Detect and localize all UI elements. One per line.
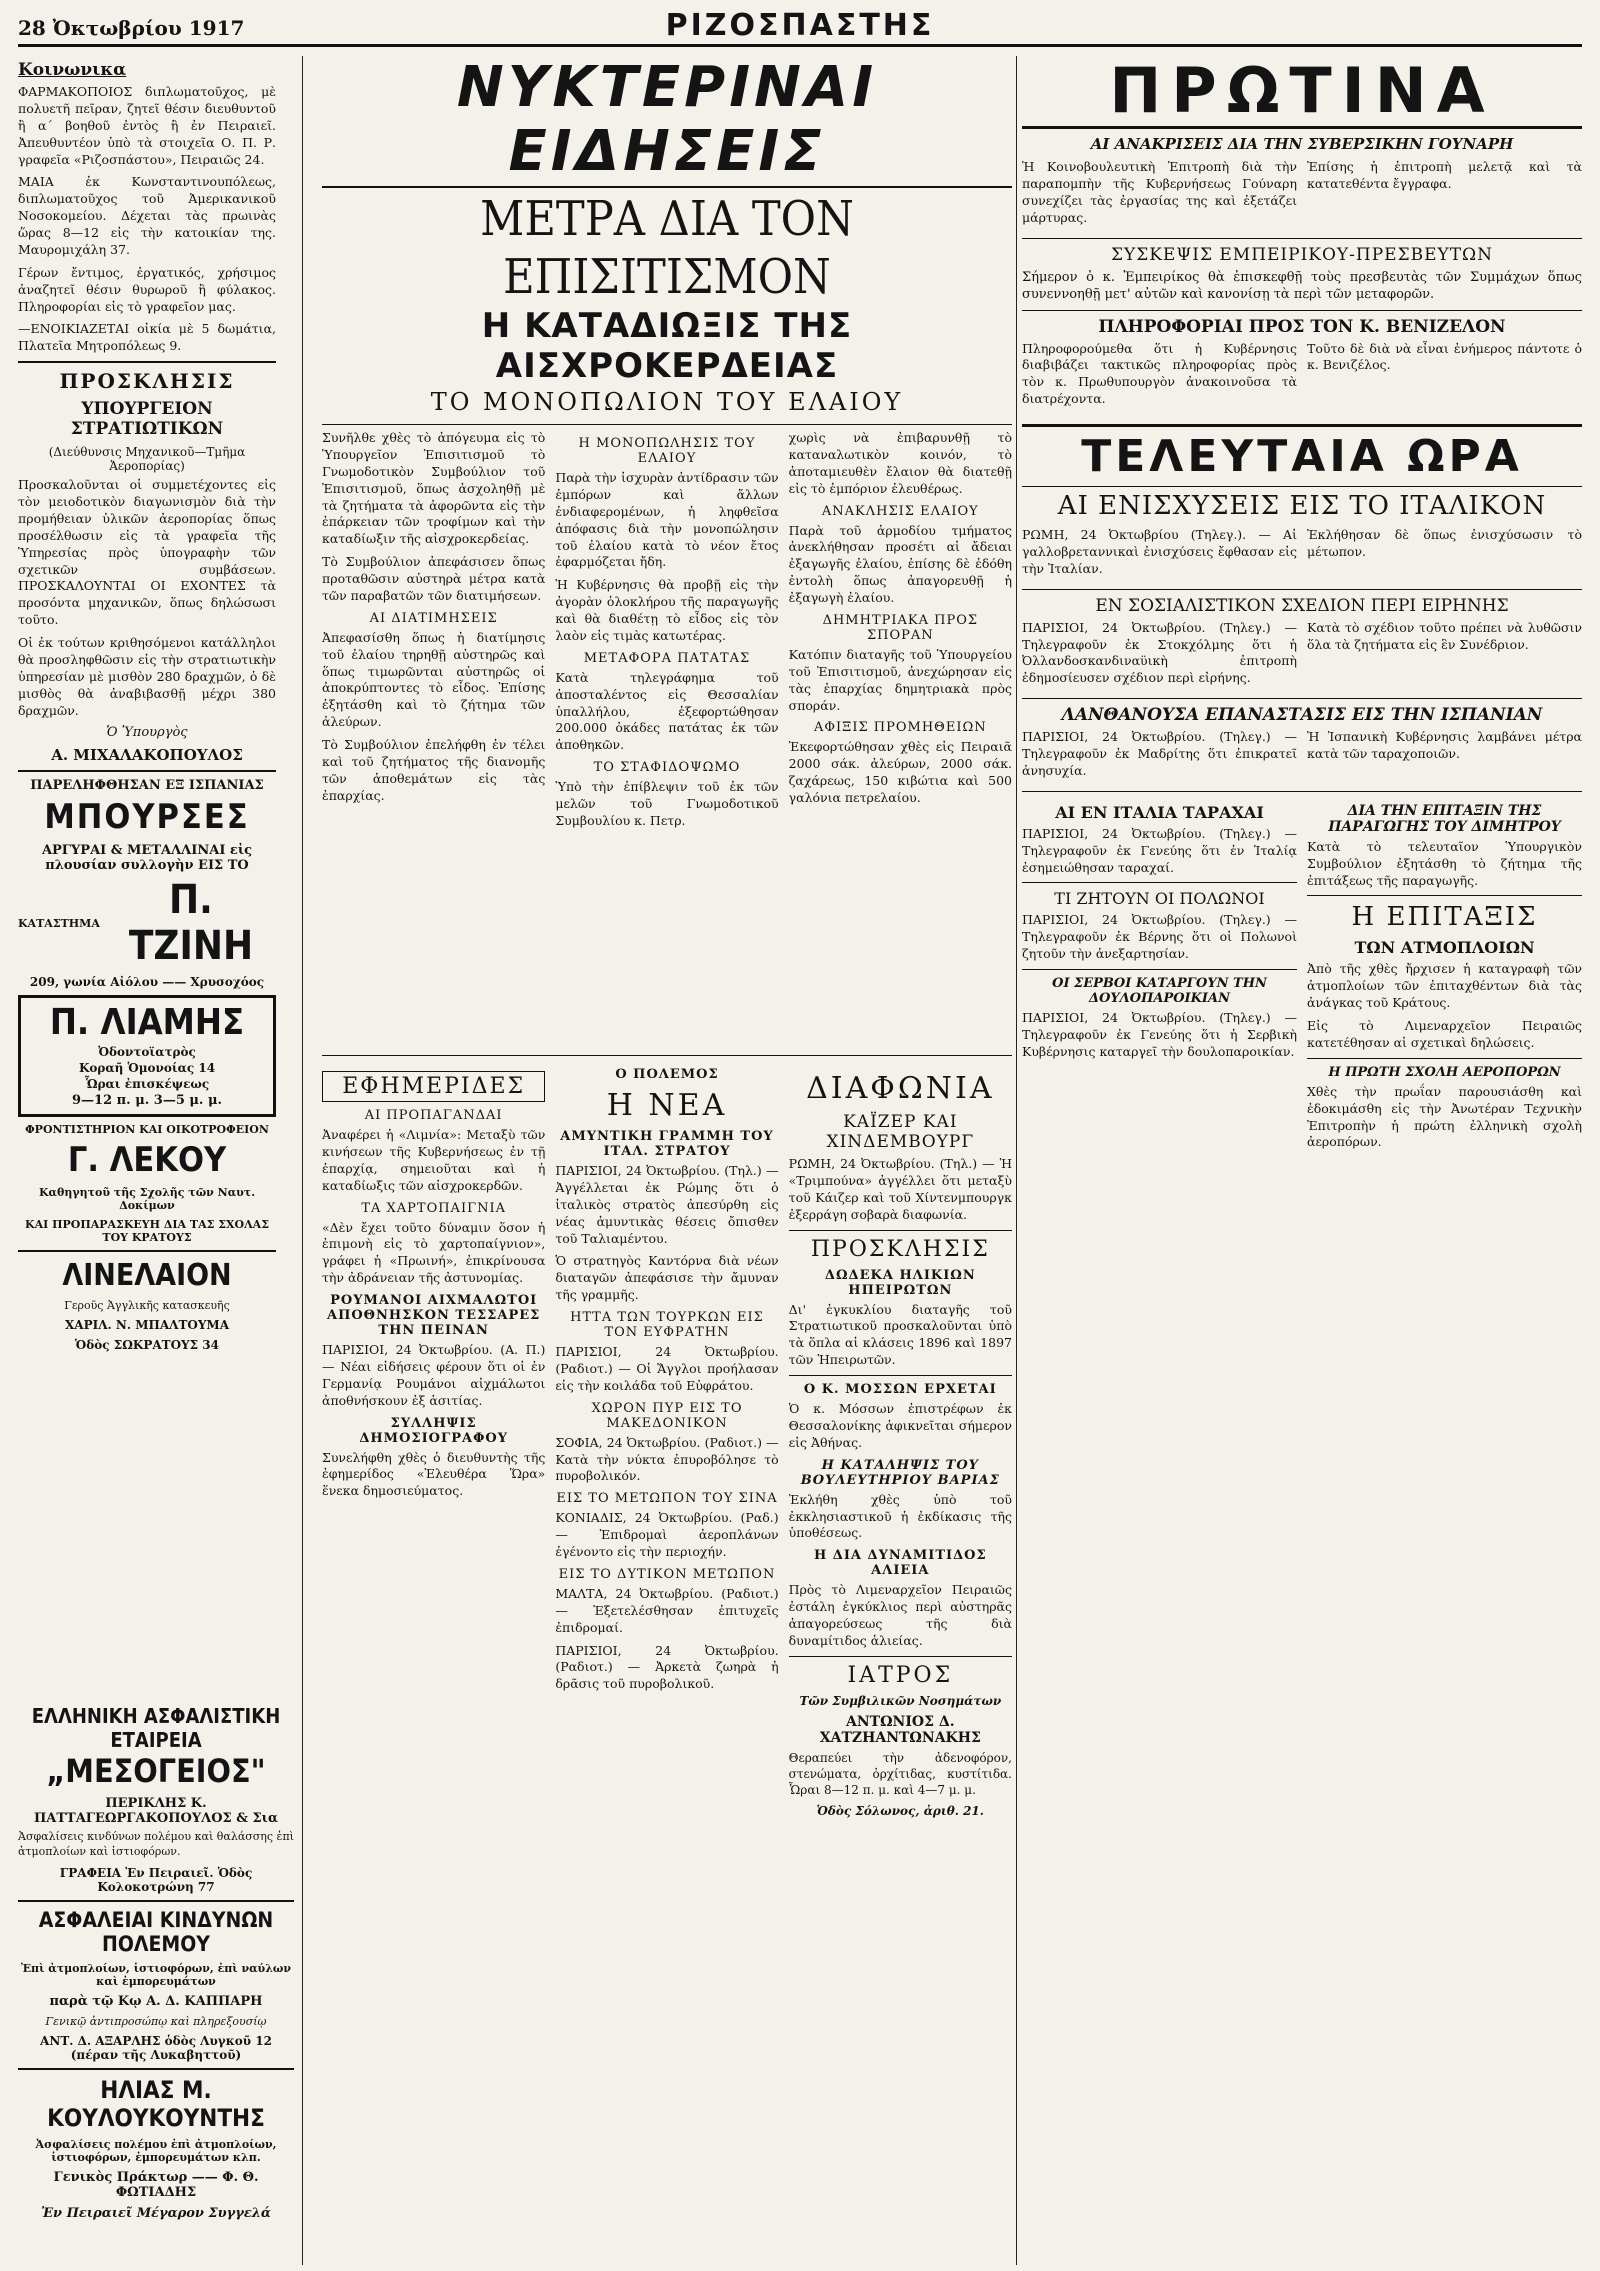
article-subheading: ΔΗΜΗΤΡΙΑΚΑ ΠΡΟΣ ΣΠΟΡΑΝ bbox=[822, 612, 979, 643]
section-heading: ΔΙΑΦΩΝΙΑ bbox=[806, 1071, 995, 1106]
right-column bbox=[1022, 56, 1582, 2265]
article-text: Ἀναφέρει ἡ «Λιμνία»: Μεταξὺ τῶν κινήσεων τῆς Κυβερνήσεως ἐν τῇ ἐπαρχίᾳ, σημειοῦται καὶ ἡ καταδίωξις τῶν αἰσχροκερδῶν. bbox=[322, 1127, 546, 1193]
ad-line: ΕΛΛΗΝΙΚΗ ΑΣΦΑΛΙΣΤΙΚΗ ΕΤΑΙΡΕΙΑ bbox=[31, 1704, 281, 1752]
article-subheading: Η ΜΟΝΟΠΩΛΗΣΙΣ ΤΟΥ ΕΛΑΙΟΥ bbox=[578, 436, 756, 466]
ad-headline: Π. ΛΙΑΜΗΣ bbox=[49, 1002, 245, 1044]
article-text: Ἡ Κυβέρνησις θὰ προβῇ εἰς τὴν ἀγορὰν ὁλοκλήρου τῆς παραγωγῆς καὶ θὰ διαθέτῃ τὸ εἶδος εἰς τὸν λαὸν εἰς τιμὰς κατωτέρας. bbox=[555, 577, 779, 643]
article-subheading: Η ΔΙΑ ΔΥΝΑΜΙΤΙΔΟΣ ΑΛΙΕΙΑ bbox=[813, 1548, 987, 1579]
section-masthead: ΠΡΩΤΙΝΑ bbox=[1022, 56, 1582, 129]
page-header bbox=[18, 8, 1582, 47]
ad-line: Κοραῆ Ὁμονοίας 14 bbox=[78, 1061, 216, 1076]
ad-line: Ἐπὶ ἀτμοπλοίων, ἱστιοφόρων, ἐπὶ ναύλων καὶ ἐμπορευμάτων bbox=[20, 1961, 292, 1988]
ad-headline: „ΜΕΣΟΓΕΙΟΣ" bbox=[46, 1752, 266, 1790]
article-headline: ΑΙ ΑΝΑΚΡΙΣΕΙΣ ΔΙΑ ΤΗΝ ΣΥΒΕΡΣΙΚΗΝ ΓΟΥΝΑΡΗ bbox=[1090, 135, 1514, 153]
article-text: ΠΑΡΙΣΙΟΙ, 24 Ὀκτωβρίου. (Τηλεγ.) — Τηλεγραφοῦν ἐκ Μαδρίτης ὅτι ἐπικρατεῖ ἀνησυχία. bbox=[1022, 729, 1297, 778]
article-headline: ΠΛΗΡΟΦΟΡΙΑΙ ΠΡΟΣ ΤΟΝ Κ. ΒΕΝΙΖΕΛΟΝ bbox=[1098, 316, 1506, 337]
article-text: ΠΑΡΙΣΙΟΙ, 24 Ὀκτωβρίου. (Α. Π.) — Νέαι εἰδήσεις φέρουν ὅτι οἱ ἐν Γερμανίᾳ Ρουμάνοι αἰχμάλωτοι ἀποθνήσκουν ἐξ ἀσιτίας. bbox=[322, 1342, 546, 1408]
ad-line: ΑΝΤ. Δ. ΑΞΑΡΛΗΣ ὁδὸς Λυγκοῦ 12 (πέραν τῆς Λυκαβηττοῦ) bbox=[40, 2033, 272, 2062]
article-text: ΣΟΦΙΑ, 24 Ὀκτωβρίου. (Ραδιοτ.) — Κατὰ τὴν νύκτα ἐπυροβόλησε τὸ πυροβολικόν. bbox=[555, 1434, 779, 1484]
article-headline: ΕΝ ΣΟΣΙΑΛΙΣΤΙΚΟΝ ΣΧΕΔΙΟΝ ΠΕΡΙ ΕΙΡΗΝΗΣ bbox=[1095, 595, 1509, 616]
article-subheading: ΔΩΔΕΚΑ ΗΛΙΚΙΩΝ ΗΠΕΙΡΩΤΩΝ bbox=[824, 1267, 976, 1298]
ad-line: Ὁδὸς ΣΩΚΡΑΤΟΥΣ 34 bbox=[75, 1338, 219, 1353]
article-text: ΠΑΡΙΣΙΟΙ, 24 Ὀκτωβρίου. (Τηλεγ.) — Τηλεγραφοῦν ἐκ Βέρνης ὅτι οἱ Πολωνοὶ ζητοῦν τὴν ἀνεξαρτησίαν. bbox=[1022, 912, 1297, 962]
article-text: Δι' ἐγκυκλίου διαταγῆς τοῦ Στρατιωτικοῦ προσκαλοῦνται ὑπὸ τὰ ὅπλα αἱ κλάσεις 1896 καὶ 1897 τῶν Ἠπειρωτῶν. bbox=[788, 1301, 1012, 1368]
article-text: Συνελήφθη χθὲς ὁ διευθυντὴς τῆς ἐφημερίδος «Ἐλευθέρα Ὥρα» ἕνεκα δημοσιεύματος. bbox=[322, 1449, 546, 1499]
headline: ΤΟ ΜΟΝΟΠΩΛΙΟΝ ΤΟΥ ΕΛΑΙΟΥ bbox=[430, 388, 904, 416]
article-text: Τοῦτο δὲ διὰ νὰ εἶναι ἐνήμερος πάντοτε ὁ κ. Βενιζέλος. bbox=[1307, 340, 1582, 373]
article-subheading: ΕΙΣ ΤΟ ΜΕΤΩΠΟΝ ΤΟΥ ΣΙΝΑ bbox=[556, 1491, 778, 1507]
article-text: Κατὰ τὸ τελευταῖον Ὑπουργικὸν Συμβούλιον ἐξητάσθη τὸ ζήτημα τῆς ἐπιτάξεως τῆς παραγωγῆς. bbox=[1307, 838, 1582, 888]
article-columns bbox=[322, 430, 1012, 1050]
ad-line: ΑΝΤΩΝΙΟΣ Δ. ΧΑΤΖΗΑΝΤΩΝΑΚΗΣ bbox=[819, 1713, 981, 1746]
article-text: ΠΑΡΙΣΙΟΙ, 24 Ὀκτωβρίου. (Τηλεγ.) — Τηλεγραφοῦν ἐκ Γενεύης ὅτι ἡ Σερβικὴ Κυβέρνησις καταργεῖ τὴν δουλοπαροικίαν. bbox=[1022, 1010, 1297, 1059]
article-subheading: ΕΙΣ ΤΟ ΔΥΤΙΚΟΝ ΜΕΤΩΠΟΝ bbox=[558, 1566, 776, 1582]
article-text: Τὸ Συμβούλιον ἀπεφάσισεν ὅπως προταθῶσιν αὐστηρὰ μέτρα κατὰ τῶν παραβατῶν τῶν διατιμήσεων. bbox=[322, 554, 546, 603]
ad-line: Ἀσφαλίσεις πολέμου ἐπὶ ἀτμοπλοίων, ἱστιοφόρων, ἐμπορευμάτων κλπ. bbox=[35, 2137, 277, 2164]
section-heading: Η ΝΕΑ bbox=[606, 1088, 728, 1123]
article-headline: ΑΙ ΕΝ ΙΤΑΛΙΑ ΤΑΡΑΧΑΙ bbox=[1055, 802, 1264, 822]
ad-line: ΠΕΡΙΚΛΗΣ Κ. ΠΑΤΤΑΓΕΩΡΓΑΚΟΠΟΥΛΟΣ & Σια bbox=[34, 1796, 278, 1826]
section-heading: ΠΡΟΣΚΛΗΣΙΣ bbox=[810, 1236, 990, 1262]
ad-line: Τῶν Συμβιλικῶν Νοσημάτων bbox=[799, 1693, 1002, 1708]
ad-line: Ἀσφαλίσεις κινδύνων πολέμου καὶ θαλάσσης ἐπὶ ἀτμοπλοίων καὶ ἱστιοφόρων. bbox=[18, 1830, 294, 1858]
ad-line: ΠΑΡΕΛΗΦΘΗΣΑΝ ΕΞ ΙΣΠΑΝΙΑΣ bbox=[30, 778, 264, 794]
ad-line: ΚΑΙ ΠΡΟΠΑΡΑΣΚΕΥΗ ΔΙΑ ΤΑΣ ΣΧΟΛΑΣ ΤΟΥ ΚΡΑΤΟΥΣ bbox=[25, 1218, 269, 1245]
article-text: Ἐκεφορτώθησαν χθὲς εἰς Πειραιᾶ 2000 σάκ. ἀλεύρων, 2000 σάκ. ζαχάρεως, 150 κιβώτια καὶ 500 γαλόνια πετρελαίου. bbox=[788, 739, 1012, 805]
article-headline: ΟΙ ΣΕΡΒΟΙ ΚΑΤΑΡΓΟΥΝ ΤΗΝ ΔΟΥΛΟΠΑΡΟΙΚΙΑΝ bbox=[1052, 976, 1267, 1007]
ad-box bbox=[18, 995, 276, 1117]
article-headline: ΣΥΣΚΕΨΙΣ ΕΜΠΕΙΡΙΚΟΥ-ΠΡΕΣΒΕΥΤΩΝ bbox=[1110, 244, 1494, 265]
banner-headline: ΝΥΚΤΕΡΙΝΑΙ ΕΙΔΗΣΕΙΣ bbox=[456, 56, 878, 184]
classified-ad: ΦΑΡΜΑΚΟΠΟΙΟΣ διπλωματοῦχος, μὲ πολυετῆ πεῖραν, ζητεῖ θέσιν διευθυντοῦ ἢ α΄ βοηθοῦ ἐντὸς ἢ ἐν Πειραιεῖ. Ἀπευθυντέον ὑπὸ τὰ στοιχεῖα Ο. Π. Ρ. γραφεῖα «Ριζοσπάστου», Πειραιῶς 24. bbox=[18, 84, 276, 167]
article-subheading: ΗΤΤΑ ΤΩΝ ΤΟΥΡΚΩΝ ΕΙΣ ΤΟΝ ΕΥΦΡΑΤΗΝ bbox=[570, 1310, 764, 1340]
article-text: Ὁ στρατηγὸς Καντόρνα διὰ νέων διαταγῶν ἀπεφάσισε τὴν ἄμυναν τῆς γραμμῆς. bbox=[555, 1253, 779, 1303]
ad-headline: Π. ΤΖΙΝΗ bbox=[128, 877, 254, 970]
ad-line: ΚΑΤΑΣΤΗΜΑ bbox=[18, 916, 100, 930]
ad-line: Ἐν Πειραιεῖ Μέγαρον Συγγελά bbox=[41, 2205, 271, 2221]
article-subheading: ΑΦΙΞΙΣ ΠΡΟΜΗΘΕΙΩΝ bbox=[814, 720, 987, 736]
ad-line: Θεραπεύει τὴν ἀδενοφόρον, στενώματα, ὀρχίτιδας, κυστίτιδα. Ὧραι 8—12 π. μ. καὶ 4—7 μ. μ. bbox=[788, 1750, 1012, 1798]
article-headline: ΤΙ ΖΗΤΟΥΝ ΟΙ ΠΟΛΩΝΟΙ bbox=[1054, 889, 1265, 909]
article-subheading: ΚΑΪΖΕΡ ΚΑΙ ΧΙΝΔΕΜΒΟΥΡΓ bbox=[826, 1112, 975, 1152]
ad-line: ΦΡΟΝΤΙΣΤΗΡΙΟΝ ΚΑΙ ΟΙΚΟΤΡΟΦΕΙΟΝ bbox=[25, 1123, 269, 1137]
section-kicker: Ο ΠΟΛΕΜΟΣ bbox=[615, 1067, 719, 1082]
article-text: Ἡ Ἰσπανικὴ Κυβέρνησις λαμβάνει μέτρα κατὰ τῶν ταραχοποιῶν. bbox=[1307, 729, 1582, 762]
article-headline: Η ΕΠΙΤΑΞΙΣ bbox=[1351, 902, 1538, 933]
section-masthead: ΤΕΛΕΥΤΑΙΑ ΩΡΑ bbox=[1022, 424, 1582, 487]
ad-line: Γεροῦς Ἀγγλικῆς κατασκευῆς bbox=[64, 1299, 230, 1313]
section-title: ΠΡΟΣΚΛΗΣΙΣ bbox=[59, 369, 235, 394]
section-title: Κοινωνικα bbox=[18, 60, 127, 80]
article-text: Πληροφορούμεθα ὅτι ἡ Κυβέρνησις διαβιβάζει τακτικῶς πληροφορίας πρὸς τὸν κ. Πρωθυπουργὸν ἀνακοινοῦσα τὰ διατρέχοντα. bbox=[1022, 340, 1297, 407]
article-subheading: ΑΙ ΔΙΑΤΙΜΗΣΕΙΣ bbox=[369, 610, 498, 626]
main-headline: ΜΕΤΡΑ ΔΙΑ ΤΟΝ ΕΠΙΣΙΤΙΣΜΟΝ bbox=[480, 191, 854, 305]
ad-line: ΧΑΡΙΛ. Ν. ΜΠΑΛΤΟΥΜΑ bbox=[64, 1318, 230, 1333]
article-subheading: ΣΥΛΛΗΨΙΣ ΔΗΜΟΣΙΟΓΡΑΦΟΥ bbox=[359, 1415, 509, 1446]
article-headline: ΔΙΑ ΤΗΝ ΕΠΙΤΑΞΙΝ ΤΗΣ ΠΑΡΑΓΩΓΗΣ ΤΟΥ ΔΙΜΗΤΡΟΥ bbox=[1328, 802, 1561, 835]
ad-line: 9—12 π. μ. 3—5 μ. μ. bbox=[71, 1093, 223, 1109]
article-text: ΠΑΡΙΣΙΟΙ, 24 Ὀκτωβρίου. (Τηλεγ.) — Τηλεγραφοῦν ἐκ Γενεύης ὅτι ἐν Ἰταλίᾳ ἐσημειώθησαν ταραχαί. bbox=[1022, 825, 1297, 875]
ad-headline: ΛΙΝΕΛΑΙΟΝ bbox=[62, 1258, 232, 1294]
ad-line: Καθηγητοῦ τῆς Σχολῆς τῶν Ναυτ. Δοκίμων bbox=[38, 1186, 256, 1213]
article-text: χωρὶς νὰ ἐπιβαρυνθῇ τὸ καταναλωτικὸν κοινόν, τὸ ἀποταμιευθὲν ἔλαιον θὰ διατεθῇ εἰς τὸ ἐμπόριον ἐλευθέρως. bbox=[788, 430, 1012, 496]
article-text: Χθὲς τὴν πρωΐαν παρουσιάσθη καὶ ἐδοκιμάσθη εἰς τὴν Ἀνωτέραν Τεχνικὴν Ἐπιτροπὴν ἡ πρώτη ἐλληνικὴ σχολὴ ἀεροπόρων. bbox=[1307, 1083, 1582, 1150]
article-subheading: Η ΚΑΤΑΛΗΨΙΣ ΤΟΥ ΒΟΥΛΕΥΤΗΡΙΟΥ ΒΑΡΙΑΣ bbox=[800, 1457, 1000, 1488]
ad-headline: ΙΑΤΡΟΣ bbox=[847, 1662, 954, 1688]
article-text: Κατὰ τηλεγράφημα τοῦ ἀποσταλέντος εἰς Θεσσαλίαν ὑπαλλήλου, ἐξεφορτώθησαν 200.000 ὀκάδες πατάτας ἐκ τῶν ἀποθηκῶν. bbox=[555, 669, 779, 753]
article-text: Τὸ Συμβούλιον ἐπελήφθη ἐν τέλει καὶ τοῦ ζητήματος τῆς διανομῆς τῶν ἀποθεμάτων εἰς τὰς ἐπαρχίας. bbox=[322, 737, 546, 803]
article-subheading: ΑΝΑΚΛΗΣΙΣ ΕΛΑΙΟΥ bbox=[821, 503, 979, 519]
masthead: ΡΙΖΟΣΠΑΣΤΗΣ bbox=[665, 8, 935, 43]
article-text: Ὑπὸ τὴν ἐπίβλεψιν τοῦ ἐκ τῶν μελῶν τοῦ Γνωμοδοτικοῦ Συμβουλίου κ. Πετρ. bbox=[555, 779, 779, 828]
article-text: Εἰς τὸ Λιμεναρχεῖον Πειραιῶς κατετέθησαν αἱ σχετικαὶ δηλώσεις. bbox=[1307, 1018, 1582, 1050]
notice-signatory: Α. ΜΙΧΑΛΑΚΟΠΟΥΛΟΣ bbox=[51, 746, 243, 765]
article-text: Ἐκλήθησαν δὲ ὅπως ἐνισχύσωσιν τὸ μέτωπον. bbox=[1307, 527, 1582, 559]
article-text: ΜΑΛΤΑ, 24 Ὀκτωβρίου. (Ραδιοτ.) — Ἐξετελέσθησαν ἐπιτυχεῖς ἐπιδρομαί. bbox=[555, 1585, 779, 1635]
ad-line: Ὀδοντοϊατρὸς bbox=[98, 1045, 196, 1060]
article-text: ΚΟΝΙΑΔΙΣ, 24 Ὀκτωβρίου. (Ραδ.) — Ἐπιδρομαὶ ἀεροπλάνων ἐγένοντο εἰς τὴν περιοχήν. bbox=[555, 1510, 779, 1559]
article-text: ΡΩΜΗ, 24 Ὀκτωβρίου. (Τηλ.) — Ἡ «Τριμπούνα» ἀγγέλλει ὅτι μεταξὺ τοῦ Κάιζερ καὶ τοῦ Χίντενμπουργκ ἐξερράγη σοβαρὰ διαφωνία. bbox=[788, 1156, 1012, 1222]
article-subheading: ΤΑ ΧΑΡΤΟΠΑΙΓΝΙΑ bbox=[361, 1200, 507, 1216]
article-subheading: ΧΩΡΟΝ ΠΥΡ ΕΙΣ ΤΟ ΜΑΚΕΔΟΝΙΚΟΝ bbox=[591, 1400, 743, 1431]
article-text: ΠΑΡΙΣΙΟΙ, 24 Ὀκτωβρίου. (Τηλεγ.) — Τηλεγραφοῦν ἐκ Στοκχόλμης ὅτι ἡ Ὀλλανδοσκανδιναϋικὴ ἐπιτροπὴ ἐδημοσίευσεν σχέδιον περὶ εἰρήνης. bbox=[1022, 619, 1297, 686]
article-subheading: ΤΩΝ ΑΤΜΟΠΛΟΙΩΝ bbox=[1354, 938, 1535, 958]
ad-headline: ΑΣΦΑΛΕΙΑΙ ΚΙΝΔΥΝΩΝ ΠΟΛΕΜΟΥ bbox=[38, 1907, 274, 1956]
notice-subtitle: (Διεύθυνσις Μηχανικοῦ—Τμῆμα Ἀεροπορίας) bbox=[48, 445, 246, 474]
article-headline: ΛΑΝΘΑΝΟΥΣΑ ΕΠΑΝΑΣΤΑΣΙΣ ΕΙΣ ΤΗΝ ΙΣΠΑΝΙΑΝ bbox=[1061, 705, 1543, 726]
notice-title: ΥΠΟΥΡΓΕΙΟΝ ΣΤΡΑΤΙΩΤΙΚΩΝ bbox=[70, 399, 224, 440]
ad-headline: Γ. ΛΕΚΟΥ bbox=[67, 1140, 227, 1181]
article-text: «Δὲν ἔχει τοῦτο δύναμιν ὅσον ἡ ἐπιμονὴ εἰς τὸ χαρτοπαίγνιον», γράφει ἡ «Πρωινή», ἐπικρίνουσα τὴν ἀδράνειαν τῆς ἀστυνομίας. bbox=[322, 1219, 546, 1286]
article-text: Ἡ Κοινοβουλευτικὴ Ἐπιτροπὴ διὰ τὴν παραπομπὴν τῆς Κυβερνήσεως Γούναρη συνεχίζει τὰς ἐργασίας της καὶ ἐξετάζει μάρτυρας. bbox=[1022, 159, 1297, 225]
ad-line: Γενικὸς Πράκτωρ —— Φ. Θ. ΦΩΤΙΑΔΗΣ bbox=[53, 2169, 259, 2200]
article-subheading: ΑΙ ΠΡΟΠΑΓΑΝΔΑΙ bbox=[364, 1108, 503, 1123]
ad-line: 209, γωνία Αἰόλου —— Χρυσοχόος bbox=[29, 975, 265, 990]
ad-line: ΓΡΑΦΕΙΑ Ἐν Πειραιεῖ. Ὁδὸς Κολοκοτρώνη 77 bbox=[59, 1865, 253, 1894]
article-text: Κατὰ τὸ σχέδιον τοῦτο πρέπει νὰ λυθῶσιν ὅλα τὰ ζητήματα εἰς ἓν Συνέδριον. bbox=[1307, 619, 1582, 652]
insurance-ads bbox=[18, 1700, 294, 2260]
article-text: Πρὸς τὸ Λιμεναρχεῖον Πειραιῶς ἐστάλη ἐγκύκλιος περὶ αὐστηρᾶς ἀπαγορεύσεως τῆς διὰ δυναμίτιδος ἁλιείας. bbox=[788, 1582, 1012, 1648]
classified-ad: —ΕΝΟΙΚΙΑΖΕΤΑΙ οἰκία μὲ 5 δωμάτια, Πλατεῖα Μητροπόλεως 9. bbox=[18, 321, 276, 354]
ad-line: ΑΡΓΥΡΑΙ & ΜΕΤΑΛΛΙΝΑΙ εἰς πλουσίαν συλλογὴν ΕΙΣ ΤΟ bbox=[41, 843, 253, 874]
article-text: ΠΑΡΙΣΙΟΙ, 24 Ὀκτωβρίου. (Τηλ.) — Ἀγγέλλεται ἐκ Ρώμης ὅτι ὁ ἰταλικὸς στρατὸς ἀπεσύρθη εἰς νέας ἀμυντικὰς θέσεις ὄπισθεν τοῦ Ταλιαμέντου. bbox=[555, 1163, 779, 1246]
headline: Η ΚΑΤΑΔΙΩΞΙΣ ΤΗΣ ΑΙΣΧΡΟΚΕΡΔΕΙΑΣ bbox=[481, 306, 853, 386]
article-text: ΠΑΡΙΣΙΟΙ, 24 Ὀκτωβρίου. (Ραδιοτ.) — Οἱ Ἄγγλοι προήλασαν εἰς τὴν κοιλάδα τοῦ Εὐφράτου. bbox=[555, 1344, 779, 1393]
classified-ad: Γέρων ἔντιμος, ἐργατικός, χρήσιμος ἀναζητεῖ θέσιν θυρωροῦ ἢ φύλακος. Πληροφορίαι εἰς τὸ γραφεῖον μας. bbox=[18, 264, 276, 314]
article-text: Συνῆλθε χθὲς τὸ ἀπόγευμα εἰς τὸ Ὑπουργεῖον Ἐπισιτισμοῦ τὸ Γνωμοδοτικὸν Συμβούλιον τοῦ Ἐπισιτισμοῦ, ὅπως ἀσχοληθῇ μὲ τὰ ζητήματα τὰ ἀφορῶντα εἰς τὴν ἐπάρκειαν τῶν τροφίμων καὶ τὴν καταδίωξιν τῆς αἰσχροκερδείας. bbox=[322, 430, 546, 547]
article-subheading: ΜΕΤΑΦΟΡΑ ΠΑΤΑΤΑΣ bbox=[583, 650, 751, 666]
classified-ad: ΜΑΙΑ ἐκ Κωνσταντινουπόλεως, διπλωματοῦχος τοῦ Ἀμερικανικοῦ Νοσοκομείου. Δέχεται τὰς πρωινὰς ὥρας 8—12 εἰς τὴν κατοικίαν της. Μαυρομιχάλη 37. bbox=[18, 174, 276, 257]
ad-line: Ὧραι ἐπισκέψεως bbox=[84, 1077, 210, 1092]
notice-sign: Ὁ Ὑπουργὸς bbox=[106, 725, 188, 741]
article-headline: Η ΠΡΩΤΗ ΣΧΟΛΗ ΑΕΡΟΠΟΡΩΝ bbox=[1328, 1064, 1561, 1080]
article-subheading: ΑΜΥΝΤΙΚΗ ΓΡΑΜΜΗ ΤΟΥ ΙΤΑΛ. ΣΤΡΑΤΟΥ bbox=[560, 1129, 774, 1159]
ad-line: Ὁδὸς Σόλωνος, ἀριθ. 21. bbox=[816, 1804, 984, 1819]
issue-date: 28 Ὀκτωβρίου 1917 bbox=[18, 16, 245, 40]
section-heading: ΕΦΗΜΕΡΙΔΕΣ bbox=[322, 1071, 545, 1102]
article-text: ΡΩΜΗ, 24 Ὀκτωβρίου (Τηλεγ.). — Αἱ γαλλοβρεταννικαὶ ἐνισχύσεις ἔφθασαν εἰς τὴν Ἰταλίαν. bbox=[1022, 527, 1297, 576]
article-text: Παρὰ τοῦ ἁρμοδίου τμήματος ἀνεκλήθησαν προσέτι αἱ ἄδειαι ἐξαγωγῆς ἐλαίου, ἐπίσης δὲ ἐδόθη ἐντολὴ ὅπως ἀπαγορευθῇ ἡ ἐξαγωγὴ ἐλαίου. bbox=[788, 522, 1012, 605]
article-text: ΠΑΡΙΣΙΟΙ, 24 Ὀκτωβρίου. (Ραδιοτ.) — Ἀρκετὰ ζωηρὰ ἡ δρᾶσις τοῦ πυροβολικοῦ. bbox=[555, 1642, 779, 1692]
article-headline: ΑΙ ΕΝΙΣΧΥΣΕΙΣ ΕΙΣ ΤΟ ΙΤΑΛΙΚΟΝ bbox=[1057, 491, 1547, 522]
ad-headline: ΜΠΟΥΡΣΕΣ bbox=[44, 797, 250, 838]
article-text: Ἀπὸ τῆς χθὲς ἤρχισεν ἡ καταγραφὴ τῶν ἀτμοπλοίων τῶν ἐπιταχθέντων διὰ τὰς ἀνάγκας τοῦ Κράτους. bbox=[1307, 961, 1582, 1011]
article-text: Ὁ κ. Μόσσων ἐπιστρέφων ἐκ Θεσσαλονίκης ἀφικνεῖται σήμερον εἰς Ἀθήνας. bbox=[788, 1401, 1012, 1450]
notice-text: Οἱ ἐκ τούτων κριθησόμενοι κατάλληλοι θὰ προσληφθῶσιν εἰς τὴν στρατιωτικὴν ὑπηρεσίαν μὲ μισθὸν 280 δραχμῶν, ὁ δὲ μισθὸς θὰ ἀναβιβασθῇ μέχρι 380 δραχμῶν. bbox=[18, 635, 276, 718]
column-divider bbox=[1016, 56, 1017, 2265]
center-column bbox=[322, 56, 1012, 2265]
ad-line: Γενικῷ ἀντιπροσώπῳ καὶ πληρεξουσίῳ bbox=[45, 2014, 267, 2028]
ad-headline: ΗΛΙΑΣ Μ. ΚΟΥΛΟΥΚΟΥΝΤΗΣ bbox=[47, 2075, 265, 2132]
ad-line: παρὰ τῷ Κῳ Α. Δ. ΚΑΠΠΑΡΗ bbox=[49, 1993, 263, 2009]
article-subheading: Ο Κ. ΜΟΣΣΩΝ ΕΡΧΕΤΑΙ bbox=[803, 1382, 997, 1397]
article-text: Ἐκλήθη χθὲς ὑπὸ τοῦ ἐκκλησιαστικοῦ ἡ ἐκδίκασις τῆς ὑποθέσεως. bbox=[788, 1491, 1012, 1541]
lower-columns bbox=[322, 1061, 1012, 2265]
article-subheading: ΡΟΥΜΑΝΟΙ ΑΙΧΜΑΛΩΤΟΙ ΑΠΟΘΝΗΣΚΟΝ ΤΕΣΣΑΡΕΣ ΤΗΝ ΠΕΙΝΑΝ bbox=[327, 1293, 541, 1338]
notice-text: Προσκαλοῦνται οἱ συμμετέχοντες εἰς τὸν μειοδοτικὸν διαγωνισμὸν διὰ τὴν προμήθειαν ὑλικῶν ἀεροπορίας ὅπως προσέλθωσιν εἰς τὰ γραφεῖα τῆς Ὑπηρεσίας πρὸς ὑπογραφὴν τῶν σχετικῶν συμβάσεων. ΠΡΟΣΚΑΛΟΥΝΤΑΙ ΟΙ ΕΧΟΝΤΕΣ τὰ προσόντα μηχανικῶν, ὅπως δηλώσωσι τοῦτο. bbox=[18, 477, 276, 628]
column-divider bbox=[302, 56, 303, 2265]
article-text: Ἀπεφασίσθη ὅπως ἡ διατίμησις τοῦ ἐλαίου τηρηθῇ αὐστηρῶς καὶ ὅπως τιμωρῶνται αὐστηρῶς οἱ ἀποκρύπτοντες τὸ εἶδος. Ἐπίσης ἐξητάσθη καὶ τὸ ζήτημα τῶν ἀλεύρων. bbox=[322, 629, 546, 730]
article-subheading: ΤΟ ΣΤΑΦΙΔΟΨΩΜΟ bbox=[593, 760, 741, 776]
article-text: Ἐπίσης ἡ ἐπιτροπὴ μελετᾷ καὶ τὰ κατατεθέντα ἔγγραφα. bbox=[1307, 159, 1582, 191]
article-text: Κατόπιν διαταγῆς τοῦ Ὑπουργείου τοῦ Ἐπισιτισμοῦ, ἀνεχώρησαν εἰς τὰς ἐπαρχίας δημητριακὰ πρὸς σποράν. bbox=[788, 646, 1012, 713]
article-text: Παρὰ τὴν ἰσχυρὰν ἀντίδρασιν τῶν ἐμπόρων καὶ ἄλλων ἐνδιαφερομένων, ἡ ληφθεῖσα ἀπόφασις διὰ τὴν μονοπώλησιν τοῦ ἐλαίου κατὰ τὸ νέον ἔτος ἐφαρμόζεται ἤδη. bbox=[555, 470, 779, 570]
article-text: Σήμερον ὁ κ. Ἐμπειρίκος θὰ ἐπισκεφθῇ τοὺς πρεσβευτὰς τῶν Συμμάχων ὅπως συνεννοηθῇ μετ' αὐτῶν καὶ κανονίσῃ τὰ περὶ τῶν μεταφορῶν. bbox=[1022, 269, 1582, 303]
